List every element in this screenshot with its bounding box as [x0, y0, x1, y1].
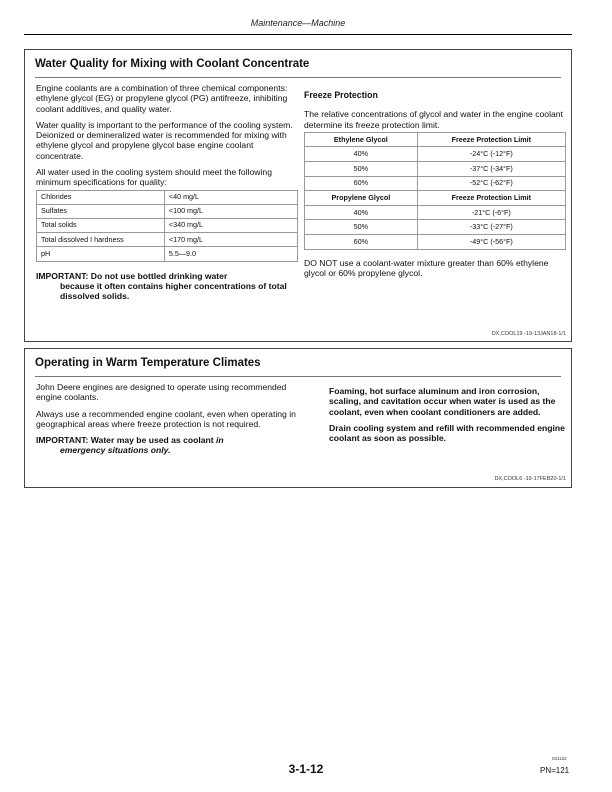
page-number: 3-1-12: [288, 762, 324, 776]
limit-cell: -49°C (-56°F): [417, 235, 565, 250]
paragraph: Engine coolants are a combination of three chemical components: ethylene glycol (EG) or propylene glycol (PG) antifreeze, inhibiting coolant additives, and quality water.: [36, 83, 288, 114]
column-header: Freeze Protection Limit: [417, 132, 565, 147]
limit-cell: -24°C (-12°F): [417, 147, 565, 162]
limit-cell: -33°C (-27°F): [417, 220, 565, 235]
concentration-cell: 60%: [305, 235, 418, 250]
important-text: Water may be used as coolant: [90, 435, 214, 446]
table-row: [37, 190, 298, 204]
water-spec-table: [36, 190, 298, 262]
spec-name: Sulfates: [37, 204, 165, 218]
spec-name: Total dissolved I hardness: [37, 233, 165, 247]
paragraph: Water quality is important to the performance of the cooling system. Deionized or demineralized water is recommended for mixing with ethylene glycol and propylene glycol base engine coolant concentrate.: [36, 119, 293, 161]
right-column: [304, 90, 566, 284]
table-row: [305, 162, 566, 177]
spec-value: 5.5—9.0: [164, 247, 297, 261]
left-column: [36, 382, 298, 456]
spec-name: pH: [37, 247, 165, 261]
left-column: [36, 83, 298, 302]
important-text-italic: emergency situations only.: [60, 445, 171, 456]
section-title: Operating in Warm Temperature Climates: [35, 357, 561, 377]
spec-value: <170 mg/L: [164, 233, 297, 247]
pn-number: PN=121: [540, 766, 570, 775]
important-note: [36, 435, 298, 456]
paragraph: Always use a recommended engine coolant, even when operating in geographical areas where freeze protection is not required.: [36, 408, 296, 429]
footer-code: 031122: [552, 756, 567, 761]
table-row: [305, 205, 566, 220]
paragraph: All water used in the cooling system should meet the following minimum specifications for quality:: [36, 167, 272, 188]
spec-value: <40 mg/L: [164, 190, 297, 204]
column-header: Freeze Protection Limit: [417, 191, 565, 206]
important-text-continued: [36, 445, 298, 455]
limit-cell: -21°C (-6°F): [417, 205, 565, 220]
table-header-row: [305, 191, 566, 206]
concentration-cell: 50%: [305, 162, 418, 177]
spec-name: Total solids: [37, 219, 165, 233]
table-row: [37, 219, 298, 233]
warning-text: DO NOT use a coolant-water mixture greater than 60% ethylene glycol or 60% propylene glycol.: [304, 257, 549, 278]
reference-code: DX,COOL6 -19-17FEB20-1/1: [494, 476, 566, 482]
limit-cell: -37°C (-34°F): [417, 162, 565, 177]
important-text-continued: because it often contains higher concentrations of total dissolved solids.: [60, 280, 287, 302]
important-label: IMPORTANT:: [36, 435, 89, 446]
important-note: [36, 271, 298, 302]
table-row: [305, 147, 566, 162]
paragraph: The relative concentrations of glycol and water in the engine coolant determine its freeze protection limit.: [304, 109, 563, 130]
section-title: Water Quality for Mixing with Coolant Concentrate: [35, 58, 561, 78]
freeze-protection-heading: Freeze Protection: [304, 90, 378, 100]
table-row: [37, 204, 298, 218]
table-row: [305, 176, 566, 191]
freeze-protection-table: [304, 132, 566, 250]
section-warm-climates: [24, 348, 572, 488]
spec-name: Chlorides: [37, 190, 165, 204]
concentration-cell: 60%: [305, 176, 418, 191]
table-header-row: [305, 132, 566, 147]
reference-code: DX,COOL19 -19-13JAN18-1/1: [491, 331, 566, 337]
spec-value: <100 mg/L: [164, 204, 297, 218]
important-text-italic: in: [216, 435, 224, 446]
page-header: Maintenance—Machine: [24, 18, 572, 35]
table-row: [37, 247, 298, 261]
bold-instruction: Drain cooling system and refill with recommended engine coolant as soon as possible.: [329, 422, 565, 444]
right-column: [329, 386, 565, 449]
table-row: [305, 220, 566, 235]
important-label: IMPORTANT:: [36, 270, 89, 281]
limit-cell: -52°C (-62°F): [417, 176, 565, 191]
column-header: Ethylene Glycol: [305, 132, 418, 147]
concentration-cell: 40%: [305, 205, 418, 220]
paragraph: John Deere engines are designed to operate using recommended engine coolants.: [36, 382, 287, 403]
column-header: Propylene Glycol: [305, 191, 418, 206]
bold-warning: Foaming, hot surface aluminum and iron corrosion, scaling, and cavitation occur when water is used as the coolant, even when coolant conditioners are added.: [329, 386, 556, 417]
section-water-quality: [24, 49, 572, 342]
spec-value: <340 mg/L: [164, 219, 297, 233]
concentration-cell: 50%: [305, 220, 418, 235]
table-row: [37, 233, 298, 247]
important-text: Do not use bottled drinking water: [90, 270, 228, 281]
table-row: [305, 235, 566, 250]
concentration-cell: 40%: [305, 147, 418, 162]
